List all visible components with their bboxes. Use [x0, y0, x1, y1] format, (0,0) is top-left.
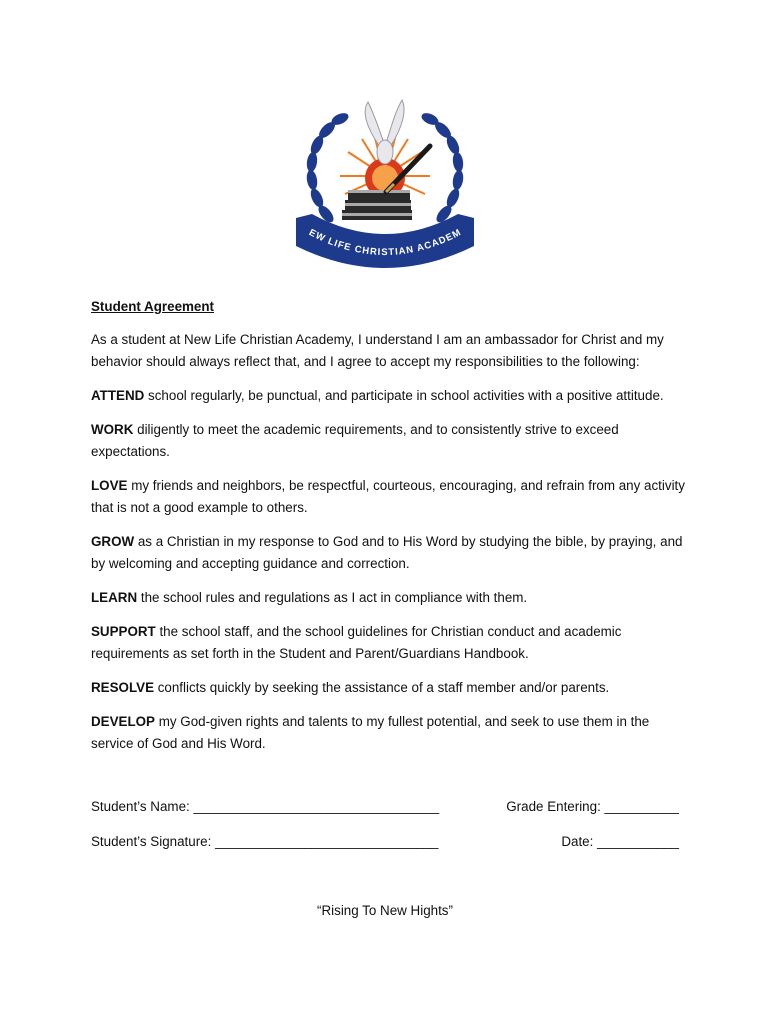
item-text: school regularly, be punctual, and participate in school activities with a positive attitude.: [144, 388, 664, 403]
agreement-body: [91, 296, 691, 767]
item-text: conflicts quickly by seeking the assistance of a staff member and/or parents.: [154, 680, 610, 695]
item-attend: [91, 385, 691, 407]
item-keyword: ATTEND: [91, 388, 145, 403]
document-title: Student Agreement: [91, 299, 215, 314]
item-keyword: LOVE: [91, 478, 128, 493]
svg-text:NEW LIFE CHRISTIAN ACADEMY: EW LIFE CHRISTIAN ACADEM: [306, 226, 464, 259]
item-text: as a Christian in my response to God and to His Word by studying the bible, by praying, and by welcoming and accepting guidance and correction.: [91, 534, 683, 571]
student-name-field[interactable]: Student’s Name: _________________________________: [91, 799, 440, 814]
signature-date-row: [91, 831, 679, 853]
item-learn: [91, 587, 691, 609]
name-grade-row: [91, 796, 679, 818]
item-keyword: SUPPORT: [91, 624, 156, 639]
school-logo: [290, 94, 480, 274]
item-text: the school rules and regulations as I act in compliance with them.: [137, 590, 528, 605]
item-keyword: RESOLVE: [91, 680, 154, 695]
date-field[interactable]: Date: ___________: [561, 834, 679, 849]
intro-paragraph: As a student at New Life Christian Academy, I understand I am an ambassador for Christ and my behavior should always reflect that, and I agree to accept my responsibilities to the following:: [91, 332, 664, 369]
student-signature-field[interactable]: Student’s Signature: ______________________________: [91, 834, 439, 849]
item-keyword: GROW: [91, 534, 135, 549]
item-keyword: LEARN: [91, 590, 138, 605]
grade-entering-field[interactable]: Grade Entering: __________: [506, 799, 679, 814]
item-resolve: [91, 677, 691, 699]
school-motto: “Rising To New Hights”: [317, 903, 453, 918]
item-grow: [91, 531, 691, 575]
item-love: [91, 475, 691, 519]
logo-seal-icon: [290, 94, 480, 274]
item-work: [91, 419, 691, 463]
item-support: [91, 621, 691, 665]
item-text: my God-given rights and talents to my fullest potential, and seek to use them in the service of God and His Word.: [91, 714, 650, 751]
item-text: the school staff, and the school guidelines for Christian conduct and academic requirements as set forth in the Student and Parent/Guardians Handbook.: [91, 624, 622, 661]
item-develop: [91, 711, 691, 755]
item-keyword: WORK: [91, 422, 134, 437]
item-text: diligently to meet the academic requirements, and to consistently strive to exceed expectations.: [91, 422, 619, 459]
item-keyword: DEVELOP: [91, 714, 155, 729]
item-text: my friends and neighbors, be respectful, courteous, encouraging, and refrain from any activity that is not a good example to others.: [91, 478, 685, 515]
